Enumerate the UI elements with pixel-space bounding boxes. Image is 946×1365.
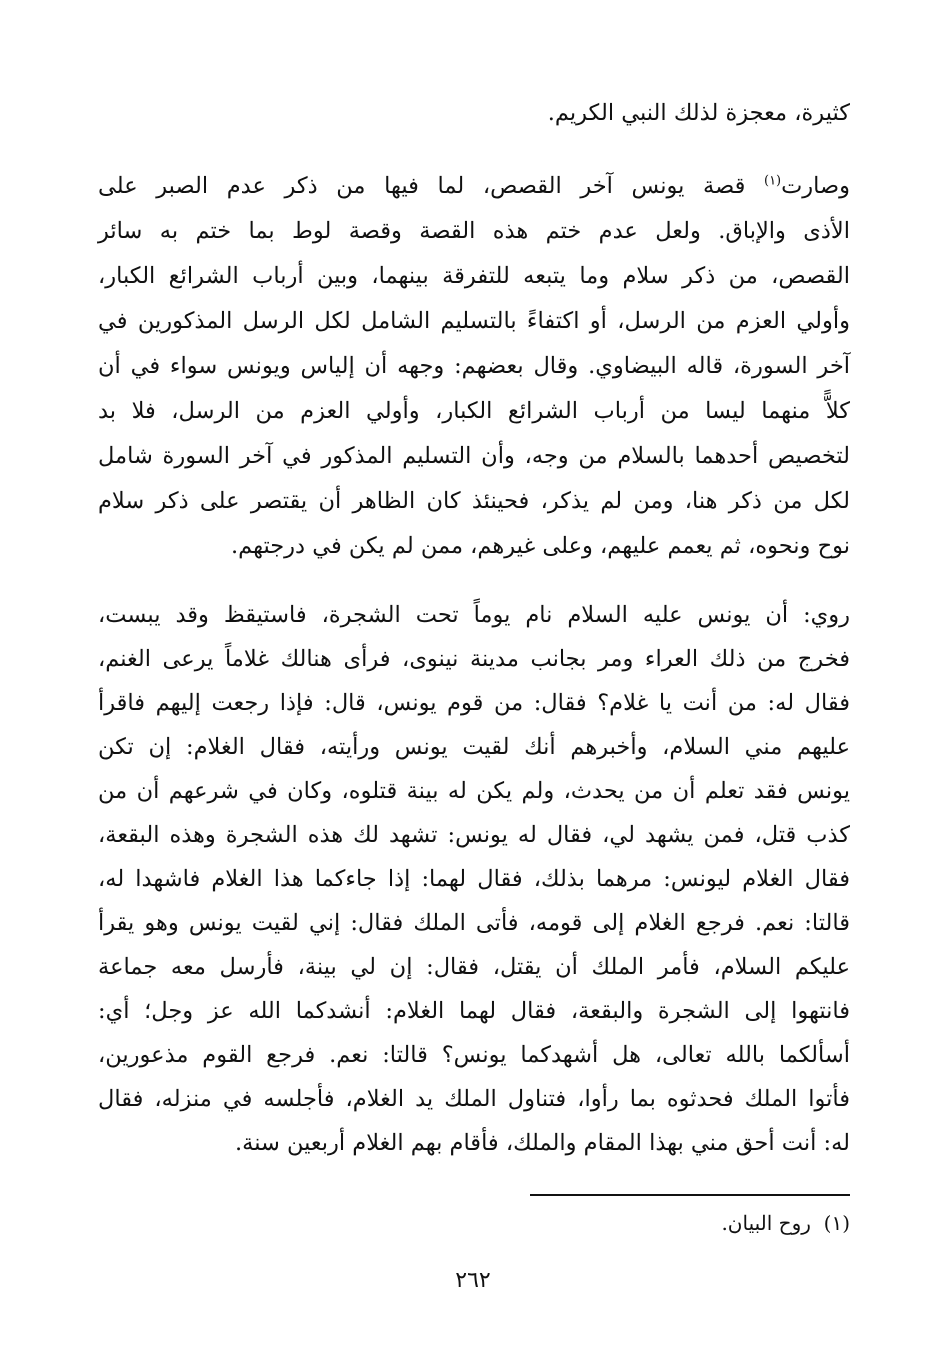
footnote-reference: (١) bbox=[763, 173, 782, 189]
para2-line-11: أسألكما بالله تعالى، هل أشهدكما يونس؟ قالتا: نعم. فرجع القوم مذعورين، bbox=[98, 1042, 850, 1068]
para2-line-13: له: أنت أحق مني بهذا المقام والملك، فأقام بهم الغلام أربعين سنة. bbox=[234, 1130, 850, 1156]
para2-line-8: قالتا: نعم. فرجع الغلام إلى قومه، فأتى الملك فقال: إني لقيت يونس وهو يقرأ bbox=[98, 910, 850, 936]
para2-line-9: عليكم السلام، فأمر الملك أن يقتل، فقال: إن لي بينة، فأرسل معه جماعة bbox=[98, 954, 850, 980]
para2-line-10: فانتهوا إلى الشجرة والبقعة، فقال لهما الغلام: أنشدكما الله عز وجل؛ أي: bbox=[98, 998, 850, 1024]
para1-line-2: الأذى والإباق. ولعل عدم ختم هذه القصة وقصة لوط بما ختم به سائر bbox=[98, 218, 850, 244]
footnote bbox=[721, 1209, 850, 1237]
footnote-separator bbox=[530, 1194, 850, 1196]
para2-line-2: فخرج من ذلك العراء ومر بجانب مدينة نينوى، فرأى هنالك غلاماً يرعى الغنم، bbox=[98, 646, 850, 672]
para2-line-6: كذب قتل، فمن يشهد لي، فقال له يونس: تشهد لك هذه الشجرة وهذه البقعة، bbox=[98, 822, 850, 848]
para1-line-6: كلاًّ منهما ليسا من أرباب الشرائع الكبار، وأولي العزم من الرسل، فلا بد bbox=[98, 398, 850, 424]
para1-line-9: نوح ونحوه، ثم يعمم عليهم، وعلى غيرهم، ممن لم يكن في درجتهم. bbox=[230, 533, 850, 559]
para2-line-4: عليهم مني السلام، وأخبرهم أنك لقيت يونس ورأيته، فقال الغلام: إن تكن bbox=[98, 734, 850, 760]
para1-line-8: لكل من ذكر هنا، ومن لم يذكر، فحينئذ كان الظاهر أن يقتصر على ذكر سلام bbox=[98, 488, 850, 514]
para1-line-4: وأولي العزم من الرسل، أو اكتفاءً بالتسليم الشامل لكل الرسل المذكورين في bbox=[98, 308, 850, 334]
opening-line: كثيرة، معجزة لذلك النبي الكريم. bbox=[547, 100, 850, 126]
para2-line-7: فقال الغلام ليونس: مرهما بذلك، فقال لهما: إذا جاءكما هذا الغلام فاشهدا له، bbox=[98, 866, 850, 892]
footnote-text: روح البيان. bbox=[721, 1211, 811, 1235]
para2-line-5: يونس فقد تعلم أن من يحدث، ولم يكن له بينة قتلوه، وكان في شرعهم أن من bbox=[98, 778, 850, 804]
para1-line-5: آخر السورة، قاله البيضاوي. وقال بعضهم: وجهه أن إلياس ويونس سواء في أن bbox=[98, 353, 850, 379]
para1-line-7: لتخصيص أحدهما بالسلام من وجه، وأن التسليم المذكور في آخر السورة شامل bbox=[98, 443, 850, 469]
para1-line-3: القصص، من ذكر سلام وما يتبعه للتفرقة بينهما، وبين أرباب الشرائع الكبار، bbox=[98, 263, 850, 289]
para2-line-12: فأتوا الملك فحدثوه بما رأوا، فتناول الملك يد الغلام، فأجلسه في منزله، فقال bbox=[98, 1086, 850, 1112]
footnote-marker: (١) bbox=[823, 1211, 850, 1235]
para2-line-1: روي: أن يونس عليه السلام نام يوماً تحت الشجرة، فاستيقظ وقد يبست، bbox=[98, 602, 850, 628]
para1-first-rest: قصة يونس آخر القصص، لما فيها من ذكر عدم الصبر على bbox=[98, 173, 764, 199]
para1-line-1 bbox=[98, 171, 850, 201]
para2-line-3: فقال له: من أنت يا غلام؟ فقال: من قوم يونس، قال: فإذا رجعت إليهم فاقرأ bbox=[98, 690, 850, 716]
para1-first-word: وصارت bbox=[781, 173, 850, 199]
page-number: ٢٦٢ bbox=[455, 1268, 491, 1293]
